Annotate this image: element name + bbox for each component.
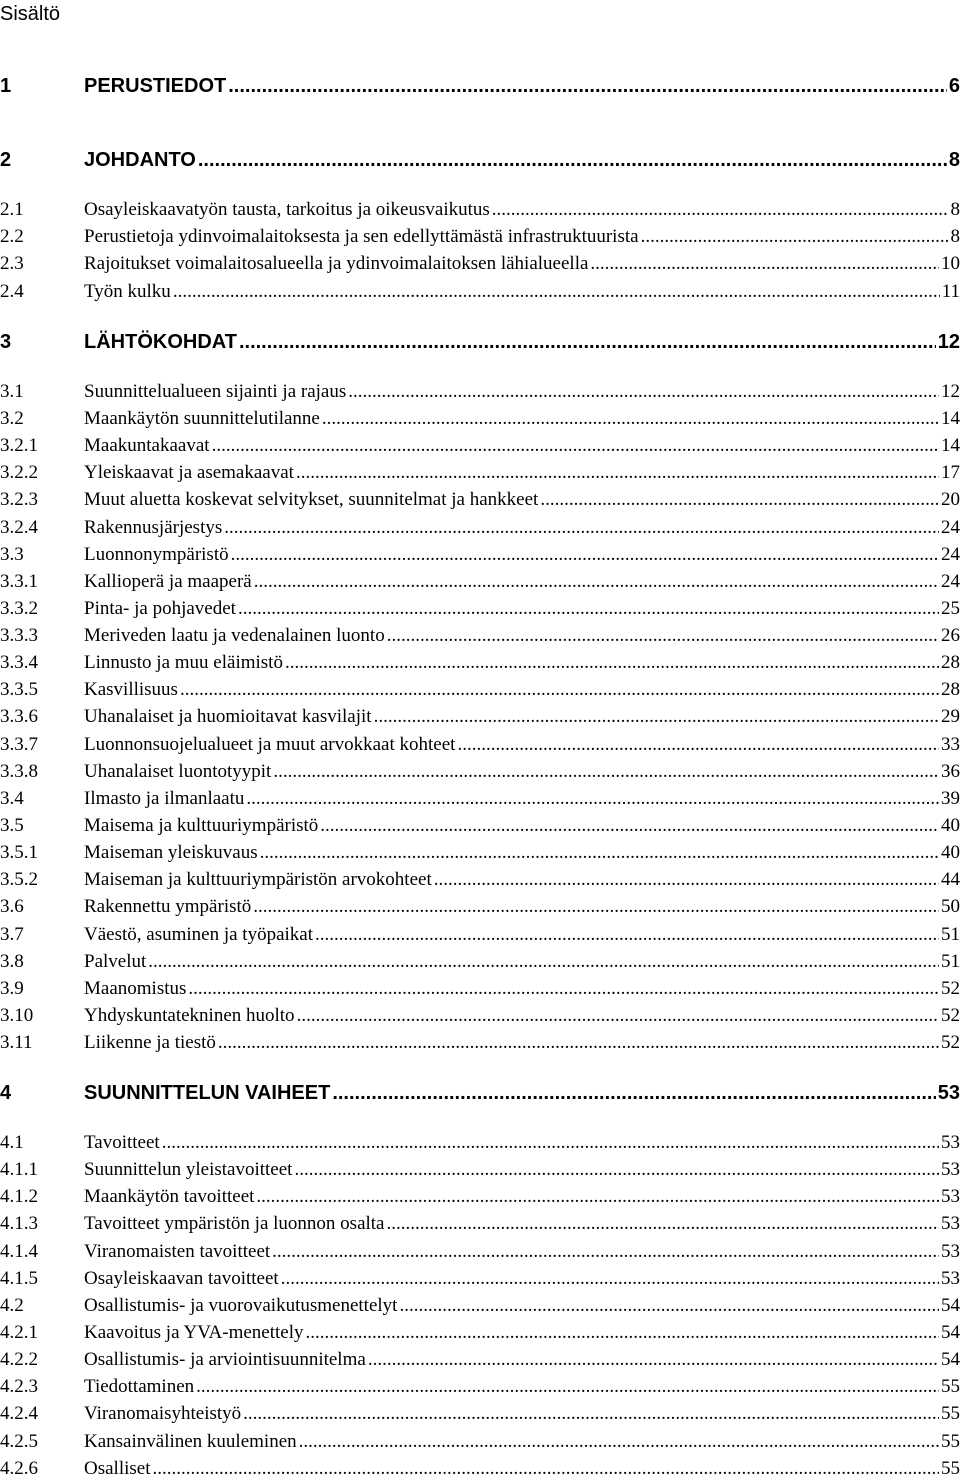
toc-page-number: 14 [941,433,960,459]
toc-page-number: 29 [941,704,960,730]
toc-entry-title: JOHDANTO [84,147,196,173]
toc-page-number: 50 [941,894,960,920]
toc-entry[interactable] [0,759,960,785]
toc-page-number: 39 [941,786,960,812]
toc-entry-number: 4 [0,1080,84,1106]
toc-entry[interactable] [0,406,960,432]
toc-entry-title: Maanomistus [84,976,186,1002]
toc-entry-number: 3.5.1 [0,840,84,866]
toc-entry-number: 3.3.8 [0,759,84,785]
toc-dot-leader [641,224,949,250]
toc-entry-number: 4.2.5 [0,1429,84,1455]
toc-entry-title: SUUNNITTELUN VAIHEET [84,1080,330,1106]
toc-entry-number: 3.7 [0,922,84,948]
page-heading: Sisältö [0,0,60,28]
toc-entry[interactable] [0,867,960,893]
toc-dot-leader [188,976,939,1002]
toc-entry-number: 1 [0,73,84,99]
toc-page-number: 52 [941,1003,960,1029]
toc-entry-title: Linnusto ja muu eläimistö [84,650,283,676]
toc-entry-number: 4.1.4 [0,1239,84,1265]
toc-page-number: 54 [941,1320,960,1346]
toc-entry[interactable] [0,279,960,305]
toc-entry[interactable] [0,623,960,649]
toc-entry-number: 3.3 [0,542,84,568]
toc-entry[interactable] [0,542,960,568]
toc-entry-title: Kallioperä ja maaperä [84,569,252,595]
toc-entry-title: Tavoitteet [84,1130,160,1156]
toc-page-number: 44 [941,867,960,893]
toc-entry-number: 4.1.1 [0,1157,84,1183]
toc-dot-leader [492,197,949,223]
toc-entry-title: Viranomaisten tavoitteet [84,1239,270,1265]
toc-entry-number: 4.1 [0,1130,84,1156]
toc-entry-number: 4.2.4 [0,1401,84,1427]
toc-entry-number: 3.10 [0,1003,84,1029]
toc-entry[interactable] [0,197,960,223]
toc-entry[interactable] [0,1374,960,1400]
toc-entry[interactable] [0,224,960,250]
toc-entry[interactable] [0,1293,960,1319]
toc-entry-number: 3.3.5 [0,677,84,703]
toc-entry-title: Luonnonsuojelualueet ja muut arvokkaat kohteet [84,732,455,758]
toc-page-number: 55 [941,1456,960,1482]
toc-page-number: 53 [941,1239,960,1265]
toc-entry-number: 3.1 [0,379,84,405]
toc-entry[interactable] [0,433,960,459]
toc-entry-number: 3.8 [0,949,84,975]
toc-page-number: 8 [951,224,960,250]
toc-page-number: 6 [949,73,960,99]
toc-dot-leader [243,1401,939,1427]
toc-entry-title: Rakennusjärjestys [84,515,222,541]
toc-dot-leader [320,813,939,839]
toc-entry[interactable] [0,976,960,1002]
toc-page-number: 24 [941,569,960,595]
toc-entry[interactable] [0,786,960,812]
toc-entry-number: 2.4 [0,279,84,305]
toc-entry-number: 2.2 [0,224,84,250]
toc-entry-number: 3.9 [0,976,84,1002]
toc-entry-title: LÄHTÖKOHDAT [84,329,237,355]
toc-entry-number: 3.2.1 [0,433,84,459]
toc-page-number: 26 [941,623,960,649]
toc-dot-leader [273,759,939,785]
toc-entry-number: 3.2.2 [0,460,84,486]
toc-dot-leader [153,1456,940,1482]
toc-page-number: 17 [941,460,960,486]
toc-entry[interactable] [0,1239,960,1265]
toc-entry-title: Uhanalaiset luontotyypit [84,759,271,785]
toc-dot-leader [253,894,939,920]
toc-entry-number: 3.3.2 [0,596,84,622]
toc-page-number: 53 [941,1184,960,1210]
toc-entry-number: 2 [0,147,84,173]
toc-dot-leader [254,569,939,595]
toc-dot-leader [374,704,939,730]
toc-dot-leader [228,73,947,99]
toc-dot-leader [198,147,947,173]
toc-entry-title: Tiedottaminen [84,1374,194,1400]
toc-dot-leader [294,1157,939,1183]
toc-dot-leader [590,251,939,277]
toc-dot-leader [457,732,939,758]
toc-entry-number: 3 [0,329,84,355]
toc-dot-leader [281,1266,939,1292]
toc-entry-title: Rakennettu ympäristö [84,894,251,920]
toc-entry-number: 3.6 [0,894,84,920]
toc-dot-leader [224,515,939,541]
toc-entry-title: Osayleiskaavan tavoitteet [84,1266,279,1292]
toc-entry-title: Kansainvälinen kuuleminen [84,1429,297,1455]
toc-entry-title: Osallistumis- ja arviointisuunnitelma [84,1347,366,1373]
toc-dot-leader [260,840,939,866]
toc-entry-number: 2.1 [0,197,84,223]
toc-entry[interactable] [0,894,960,920]
toc-entry[interactable] [0,840,960,866]
toc-entry-title: Osayleiskaavatyön tausta, tarkoitus ja oikeusvaikutus [84,197,490,223]
toc-entry[interactable] [0,1320,960,1346]
toc-dot-leader [196,1374,939,1400]
toc-entry-title: Maiseman ja kulttuuriympäristön arvokohteet [84,867,432,893]
toc-dot-leader [368,1347,939,1373]
toc-chapter-entry[interactable] [0,147,960,173]
toc-page-number: 12 [938,329,960,355]
toc-entry[interactable] [0,1401,960,1427]
toc-page-number: 55 [941,1401,960,1427]
toc-entry-number: 3.5.2 [0,867,84,893]
toc-page-number: 53 [938,1080,960,1106]
toc-dot-leader [297,1003,939,1029]
toc-dot-leader [218,1030,939,1056]
toc-dot-leader [306,1320,939,1346]
toc-entry[interactable] [0,650,960,676]
toc-entry[interactable] [0,1347,960,1373]
toc-dot-leader [299,1429,939,1455]
toc-entry-number: 3.3.7 [0,732,84,758]
toc-entry[interactable] [0,1266,960,1292]
toc-dot-leader [322,406,939,432]
toc-page-number: 12 [941,379,960,405]
toc-entry-title: Pinta- ja pohjavedet [84,596,236,622]
toc-dot-leader [272,1239,939,1265]
toc-entry-number: 3.4 [0,786,84,812]
toc-entry[interactable] [0,1184,960,1210]
toc-entry[interactable] [0,1003,960,1029]
toc-page-number: 51 [941,922,960,948]
toc-entry[interactable] [0,1130,960,1156]
toc-dot-leader [387,623,939,649]
toc-page-number: 55 [941,1374,960,1400]
toc-entry[interactable] [0,813,960,839]
toc-entry-number: 3.3.6 [0,704,84,730]
toc-entry[interactable] [0,487,960,513]
toc-entry-title: Muut aluetta koskevat selvitykset, suunnitelmat ja hankkeet [84,487,538,513]
toc-entry-title: Uhanalaiset ja huomioitavat kasvilajit [84,704,372,730]
toc-entry-title: Kaavoitus ja YVA-menettely [84,1320,304,1346]
toc-entry-title: Luonnonympäristö [84,542,229,568]
toc-page-number: 28 [941,650,960,676]
toc-page-number: 54 [941,1293,960,1319]
toc-dot-leader [238,596,939,622]
toc-entry[interactable] [0,379,960,405]
toc-dot-leader [296,460,939,486]
toc-entry-number: 4.1.3 [0,1211,84,1237]
toc-page-number: 51 [941,949,960,975]
toc-dot-leader [256,1184,939,1210]
toc-dot-leader [387,1211,940,1237]
toc-entry-number: 3.5 [0,813,84,839]
toc-entry-title: Suunnittelualueen sijainti ja rajaus [84,379,346,405]
toc-entry-title: Yleiskaavat ja asemakaavat [84,460,294,486]
toc-entry-title: Perustietoja ydinvoimalaitoksesta ja sen edellyttämästä infrastruktuurista [84,224,639,250]
toc-entry[interactable] [0,1030,960,1056]
toc-entry[interactable] [0,1157,960,1183]
toc-page-number: 24 [941,542,960,568]
toc-entry-number: 2.3 [0,251,84,277]
toc-dot-leader [180,677,939,703]
toc-dot-leader [315,922,939,948]
toc-page-number: 40 [941,840,960,866]
toc-entry[interactable] [0,251,960,277]
toc-page-number: 36 [941,759,960,785]
toc-page-number: 54 [941,1347,960,1373]
toc-entry-title: Liikenne ja tiestö [84,1030,216,1056]
toc-page-number: 33 [941,732,960,758]
toc-dot-leader [231,542,939,568]
toc-entry-title: Meriveden laatu ja vedenalainen luonto [84,623,385,649]
toc-entry[interactable] [0,732,960,758]
toc-page-number: 53 [941,1211,960,1237]
toc-chapter-entry[interactable] [0,1080,960,1106]
toc-entry-number: 4.1.2 [0,1184,84,1210]
toc-entry[interactable] [0,677,960,703]
toc-entry-number: 4.2.3 [0,1374,84,1400]
toc-entry-title: Maankäytön suunnittelutilanne [84,406,320,432]
toc-entry-title: Palvelut [84,949,146,975]
toc-page-number: 8 [951,197,960,223]
toc-entry-number: 3.3.1 [0,569,84,595]
toc-dot-leader [348,379,939,405]
toc-entry-title: Väestö, asuminen ja työpaikat [84,922,313,948]
toc-page-number: 40 [941,813,960,839]
toc-entry-number: 3.11 [0,1030,84,1056]
toc-entry-number: 3.2 [0,406,84,432]
toc-dot-leader [212,433,939,459]
toc-entry-number: 3.3.4 [0,650,84,676]
toc-entry-number: 3.3.3 [0,623,84,649]
toc-entry[interactable] [0,596,960,622]
toc-dot-leader [162,1130,939,1156]
toc-page-number: 55 [941,1429,960,1455]
toc-dot-leader [173,279,940,305]
toc-dot-leader [399,1293,939,1319]
toc-entry[interactable] [0,1429,960,1455]
toc-dot-leader [239,329,936,355]
toc-entry-title: Maisema ja kulttuuriympäristö [84,813,318,839]
toc-entry-title: Maiseman yleiskuvaus [84,840,258,866]
toc-entry[interactable] [0,515,960,541]
toc-entry-number: 4.2.6 [0,1456,84,1482]
toc-entry[interactable] [0,704,960,730]
toc-page-number: 52 [941,976,960,1002]
toc-dot-leader [148,949,939,975]
toc-entry-title: Maankäytön tavoitteet [84,1184,254,1210]
toc-chapter-entry[interactable] [0,73,960,99]
toc-entry-title: Viranomaisyhteistyö [84,1401,241,1427]
toc-entry-title: Yhdyskuntatekninen huolto [84,1003,295,1029]
toc-entry-title: Ilmasto ja ilmanlaatu [84,786,244,812]
toc-entry[interactable] [0,1456,960,1482]
toc-entry[interactable] [0,949,960,975]
toc-page-number: 53 [941,1266,960,1292]
toc-page-number: 24 [941,515,960,541]
toc-entry-title: Rajoitukset voimalaitosalueella ja ydinvoimalaitoksen lähialueella [84,251,588,277]
toc-dot-leader [246,786,939,812]
toc-page-number: 20 [941,487,960,513]
toc-entry-title: Tavoitteet ympäristön ja luonnon osalta [84,1211,385,1237]
toc-dot-leader [540,487,939,513]
toc-entry-number: 3.2.4 [0,515,84,541]
toc-entry-title: Suunnittelun yleistavoitteet [84,1157,292,1183]
toc-dot-leader [332,1080,935,1106]
toc-chapter-entry[interactable] [0,329,960,355]
toc-entry-number: 4.2.1 [0,1320,84,1346]
toc-page-number: 28 [941,677,960,703]
toc-entry-number: 4.2.2 [0,1347,84,1373]
toc-entry-title: Osalliset [84,1456,151,1482]
toc-entry[interactable] [0,922,960,948]
toc-page-number: 10 [941,251,960,277]
toc-entry-title: Työn kulku [84,279,171,305]
toc-entry-title: Maakuntakaavat [84,433,210,459]
toc-page-number: 53 [941,1130,960,1156]
toc-entry[interactable] [0,569,960,595]
toc-page-number: 25 [941,596,960,622]
toc-entry[interactable] [0,460,960,486]
toc-page-number: 53 [941,1157,960,1183]
toc-dot-leader [434,867,939,893]
toc-entry-number: 3.2.3 [0,487,84,513]
toc-entry-title: Kasvillisuus [84,677,178,703]
toc-page-number: 52 [941,1030,960,1056]
toc-page-number: 11 [942,279,960,305]
toc-entry-number: 4.2 [0,1293,84,1319]
toc-page-number: 14 [941,406,960,432]
toc-dot-leader [285,650,939,676]
toc-entry-number: 4.1.5 [0,1266,84,1292]
toc-entry-title: PERUSTIEDOT [84,73,226,99]
toc-page-number: 8 [949,147,960,173]
toc-entry[interactable] [0,1211,960,1237]
toc-entry-title: Osallistumis- ja vuorovaikutusmenettelyt [84,1293,397,1319]
